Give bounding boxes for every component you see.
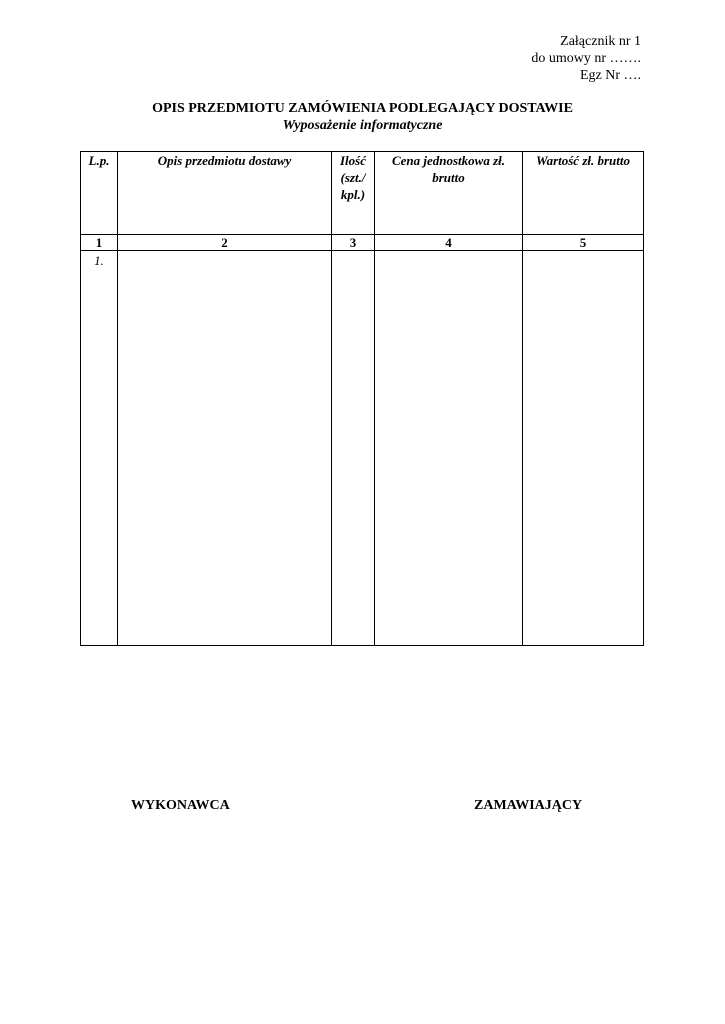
items-table xyxy=(80,151,644,646)
header-unit-price-line1: Cena jednostkowa zł. xyxy=(391,153,506,168)
header-unit-price-line2: brutto xyxy=(432,170,465,185)
row-lp: 1. xyxy=(81,251,118,646)
document-heading xyxy=(0,100,725,134)
table-row xyxy=(81,251,644,646)
column-number: 3 xyxy=(332,235,375,251)
copy-number: Egz Nr …. xyxy=(579,68,641,83)
header-value: Wartość zł. brutto xyxy=(523,152,644,235)
document-subtitle: Wyposażenie informatyczne xyxy=(282,118,443,133)
contract-number: do umowy nr ……. xyxy=(531,51,641,66)
document-title: OPIS PRZEDMIOTU ZAMÓWIENIA PODLEGAJĄCY DOSTAWIE xyxy=(152,101,573,116)
signature-orderer: ZAMAWIAJĄCY xyxy=(474,798,583,813)
column-number: 1 xyxy=(81,235,118,251)
column-number: 2 xyxy=(118,235,332,251)
header-unit-price xyxy=(375,152,523,235)
row-value xyxy=(523,251,644,646)
column-number: 5 xyxy=(523,235,644,251)
annex-number: Załącznik nr 1 xyxy=(560,34,641,49)
row-unit-price xyxy=(375,251,523,646)
signature-contractor: WYKONAWCA xyxy=(131,798,230,813)
annex-reference xyxy=(531,33,641,84)
header-quantity xyxy=(332,152,375,235)
header-description: Opis przedmiotu dostawy xyxy=(118,152,332,235)
header-lp: L.p. xyxy=(81,152,118,235)
column-number-row xyxy=(81,235,644,251)
header-quantity-line3: kpl.) xyxy=(340,187,366,202)
header-quantity-line1: Ilość xyxy=(340,153,366,168)
header-quantity-line2: (szt./ xyxy=(340,170,366,185)
table-header-row xyxy=(81,152,644,235)
row-quantity xyxy=(332,251,375,646)
row-description xyxy=(118,251,332,646)
column-number: 4 xyxy=(375,235,523,251)
